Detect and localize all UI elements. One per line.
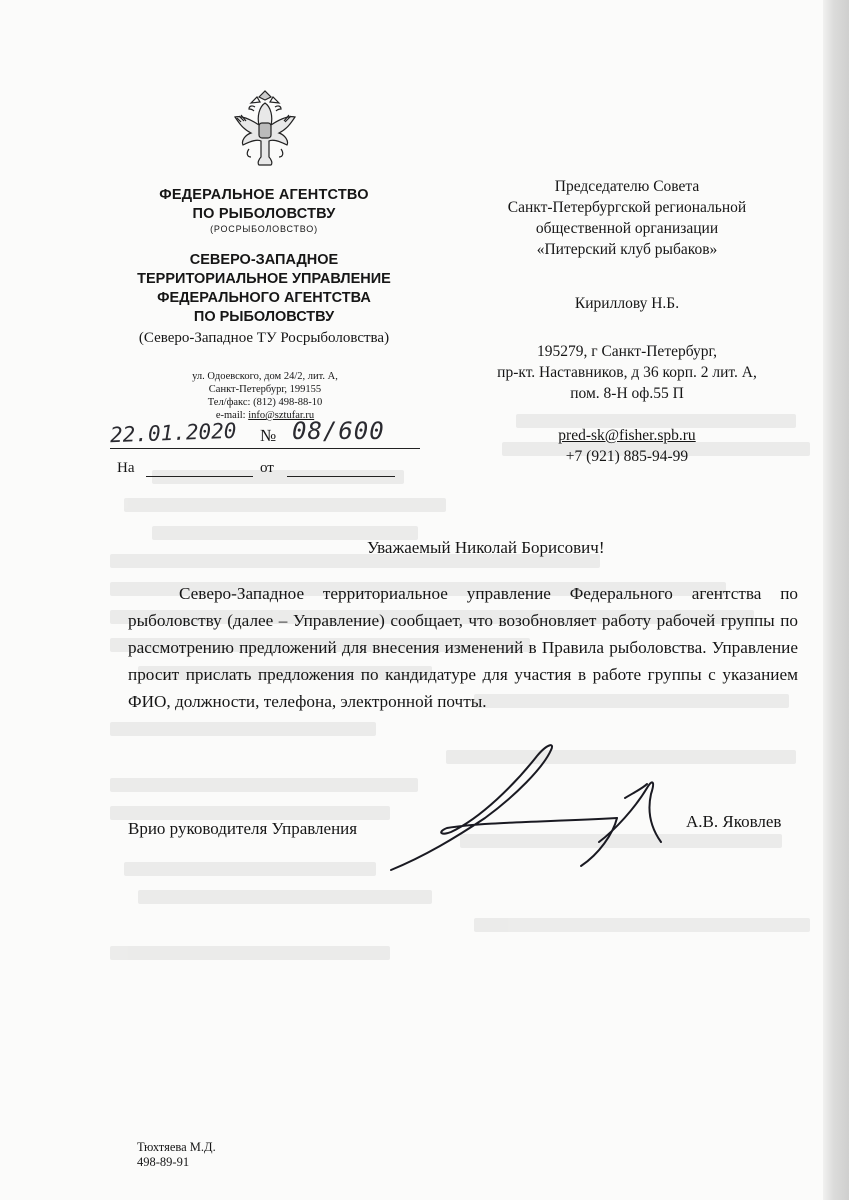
addressee-line2: Санкт-Петербургской региональной bbox=[507, 199, 747, 216]
handwritten-signature-icon bbox=[385, 738, 695, 888]
addressee-email-link[interactable]: pred-sk@fisher.spb.ru bbox=[558, 427, 696, 444]
registration-line bbox=[109, 417, 420, 451]
reference-ot-label: от bbox=[260, 460, 274, 476]
addressee-postal-address bbox=[452, 341, 802, 404]
addressee-postal-line3: пом. 8-Н оф.55 П bbox=[570, 385, 684, 402]
department-abbreviation: (Северо-Западное ТУ Росрыболовства) bbox=[138, 330, 390, 346]
addressee-line1: Председателю Совета bbox=[554, 178, 700, 195]
reference-line bbox=[117, 460, 397, 482]
letter-body: Северо-Западное территориальное управление Федерального агентства по рыболовству (далее – Управление) сообщает, что возобновляет работу рабочей группы по рассмотрению предложений для внесения изменений в Правила рыболовства. Управление просит прислать предложения по кандидатуре для участия в работе группы с указанием ФИО, должности, телефона, электронной почты. bbox=[128, 584, 798, 711]
sender-address-line2: Санкт-Петербург, 199155 bbox=[208, 384, 322, 395]
sender-email-link[interactable]: info@sztufar.ru bbox=[248, 410, 315, 421]
addressee-postal-line2: пр-кт. Наставников, д 36 корп. 2 лит. А, bbox=[497, 364, 757, 381]
addressee-line4: «Питерский клуб рыбаков» bbox=[536, 241, 718, 258]
addressee-postal-line1: 195279, г Санкт-Петербург, bbox=[536, 343, 717, 360]
registration-underline bbox=[110, 448, 420, 449]
agency-abbreviation: (РОСРЫБОЛОВСТВО) bbox=[210, 224, 318, 234]
signatory-name: А.В. Яковлев bbox=[686, 812, 782, 831]
registration-number: 08/600 bbox=[292, 417, 385, 445]
executor-phone: 498-89-91 bbox=[137, 1155, 190, 1169]
executor-name: Тюхтяева М.Д. bbox=[137, 1140, 216, 1154]
reference-number-blank bbox=[146, 476, 253, 477]
agency-name-line2: ПО РЫБОЛОВСТВУ bbox=[192, 206, 336, 222]
addressee-contacts bbox=[452, 425, 802, 467]
registration-date: 22.01.2020 bbox=[109, 418, 237, 448]
department-name-line1: СЕВЕРО-ЗАПАДНОЕ bbox=[189, 252, 339, 268]
department-name bbox=[106, 251, 422, 327]
addressee-name: Кириллову Н.Б. bbox=[574, 295, 680, 312]
sender-phone: Тел/факс: (812) 498-88-10 bbox=[207, 397, 323, 408]
scan-page-edge bbox=[823, 0, 849, 1200]
salutation: Уважаемый Николай Борисович! bbox=[367, 538, 605, 557]
sender-email-label: e-mail: bbox=[215, 410, 249, 421]
addressee-phone: +7 (921) 885-94-99 bbox=[565, 448, 689, 465]
agency-name-line1: ФЕДЕРАЛЬНОЕ АГЕНТСТВО bbox=[159, 187, 369, 203]
executor-info bbox=[137, 1140, 216, 1170]
department-name-line3: ФЕДЕРАЛЬНОГО АГЕНТСТВА bbox=[157, 290, 371, 306]
sender-address bbox=[150, 370, 380, 422]
registration-number-label: № bbox=[260, 426, 277, 445]
signatory-position: Врио руководителя Управления bbox=[128, 819, 358, 838]
reference-na-label: На bbox=[117, 460, 135, 476]
agency-name bbox=[106, 186, 422, 224]
russian-coat-of-arms-icon bbox=[229, 87, 301, 167]
sender-address-line1: ул. Одоевского, дом 24/2, лит. А, bbox=[192, 371, 338, 382]
reference-date-blank bbox=[287, 476, 395, 477]
department-name-line2: ТЕРРИТОРИАЛЬНОЕ УПРАВЛЕНИЕ bbox=[137, 271, 391, 287]
department-name-line4: ПО РЫБОЛОВСТВУ bbox=[193, 309, 335, 325]
addressee-line3: общественной организации bbox=[535, 220, 719, 237]
addressee-title bbox=[452, 176, 802, 260]
